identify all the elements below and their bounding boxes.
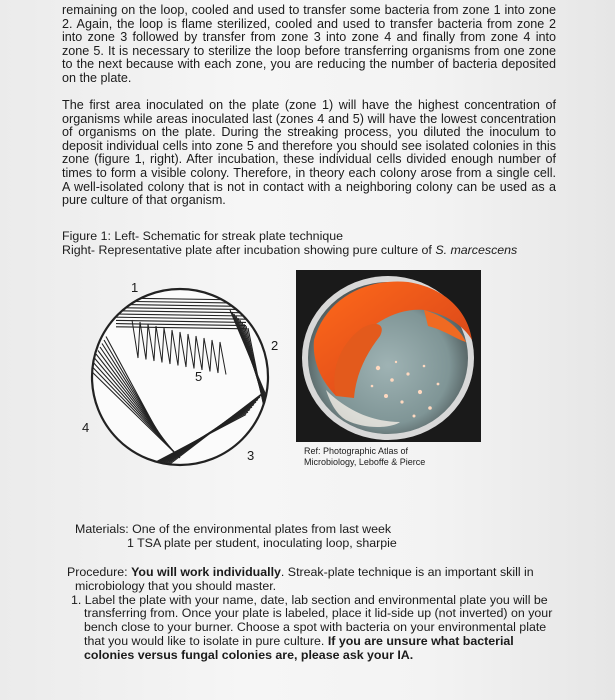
figure-caption <box>62 229 517 257</box>
procedure-intro-rest: . Streak-plate technique is an important skill in microbiology that you should master. <box>75 565 534 593</box>
figure-caption-line2: Right- Representative plate after incubation showing pure culture of S. marcescens <box>62 243 518 258</box>
zone-label-4: 4 <box>82 420 90 435</box>
procedure-label: Procedure: <box>67 565 132 579</box>
step-bold-text: If you are unsure what bacterial colonies versus fungal colonies are, please ask your IA. <box>84 633 514 662</box>
materials-section <box>75 522 397 550</box>
figure-caption-line1: Figure 1: Left- Schematic for streak plate technique <box>62 229 343 243</box>
step-number: 1. <box>71 592 82 607</box>
materials-line1: Materials: One of the environmental plates from last week <box>75 522 392 536</box>
species-name: S. marcescens <box>435 243 518 258</box>
zone-label-5: 5 <box>195 369 203 384</box>
procedure-intro <box>62 566 556 594</box>
paragraph-loop-transfer: remaining on the loop, cooled and used to transfer some bacteria from zone 1 into zone 2. Again, the loop is flame sterilized, cooled and used to transfer bacteria from zone 2 into zone 3 followed by transfer from zone 3 into zone 4 and finally from zone 4 into zone 5. It is necessary to sterilize the loop before transferring organisms from one zone to the next because with each zone, you are reducing the number of bacteria deposited on the plate. <box>62 3 556 85</box>
zone-label-2: 2 <box>271 338 279 353</box>
materials-line2: 1 TSA plate per student, inoculating loop, sharpie <box>127 536 397 550</box>
streak-plate-schematic <box>80 280 280 475</box>
zone-label-1: 1 <box>131 280 139 295</box>
photo-reference <box>304 446 425 467</box>
culture-plate-photo <box>296 270 481 442</box>
ref-line1: Ref: Photographic Atlas of <box>304 446 409 456</box>
procedure-step-1 <box>62 594 556 663</box>
zone-label-3: 3 <box>247 448 255 463</box>
step-text: Label the plate with your name, date, lab section and environmental plate you will be transferring from. Once your plate is labeled, place it lid-side up (not inverted) on your bench close to your burner. Choose a spot with bacteria on your environmental plate that you would like to isolate in pure culture. <box>84 592 553 648</box>
procedure-section <box>62 566 556 663</box>
paragraph-zone-concentration: The first area inoculated on the plate (zone 1) will have the highest concentration of organisms while areas inoculated last (zones 4 and 5) will have the lowest concentration of organisms on the plate. During the streaking process, you diluted the inoculum to deposit individual cells into zone 5 and therefore you should see isolated colonies in this zone (figure 1, right). After incubation, these individual cells divided enough number of times to form a visible colony. Therefore, in theory each colony arose from a single cell. A well-isolated colony that is not in contact with a neighboring colony can be used as a pure culture of that organism. <box>62 98 556 208</box>
procedure-bold-intro: You will work individually <box>131 565 281 579</box>
ref-line2: Microbiology, Leboffe & Pierce <box>304 456 426 467</box>
